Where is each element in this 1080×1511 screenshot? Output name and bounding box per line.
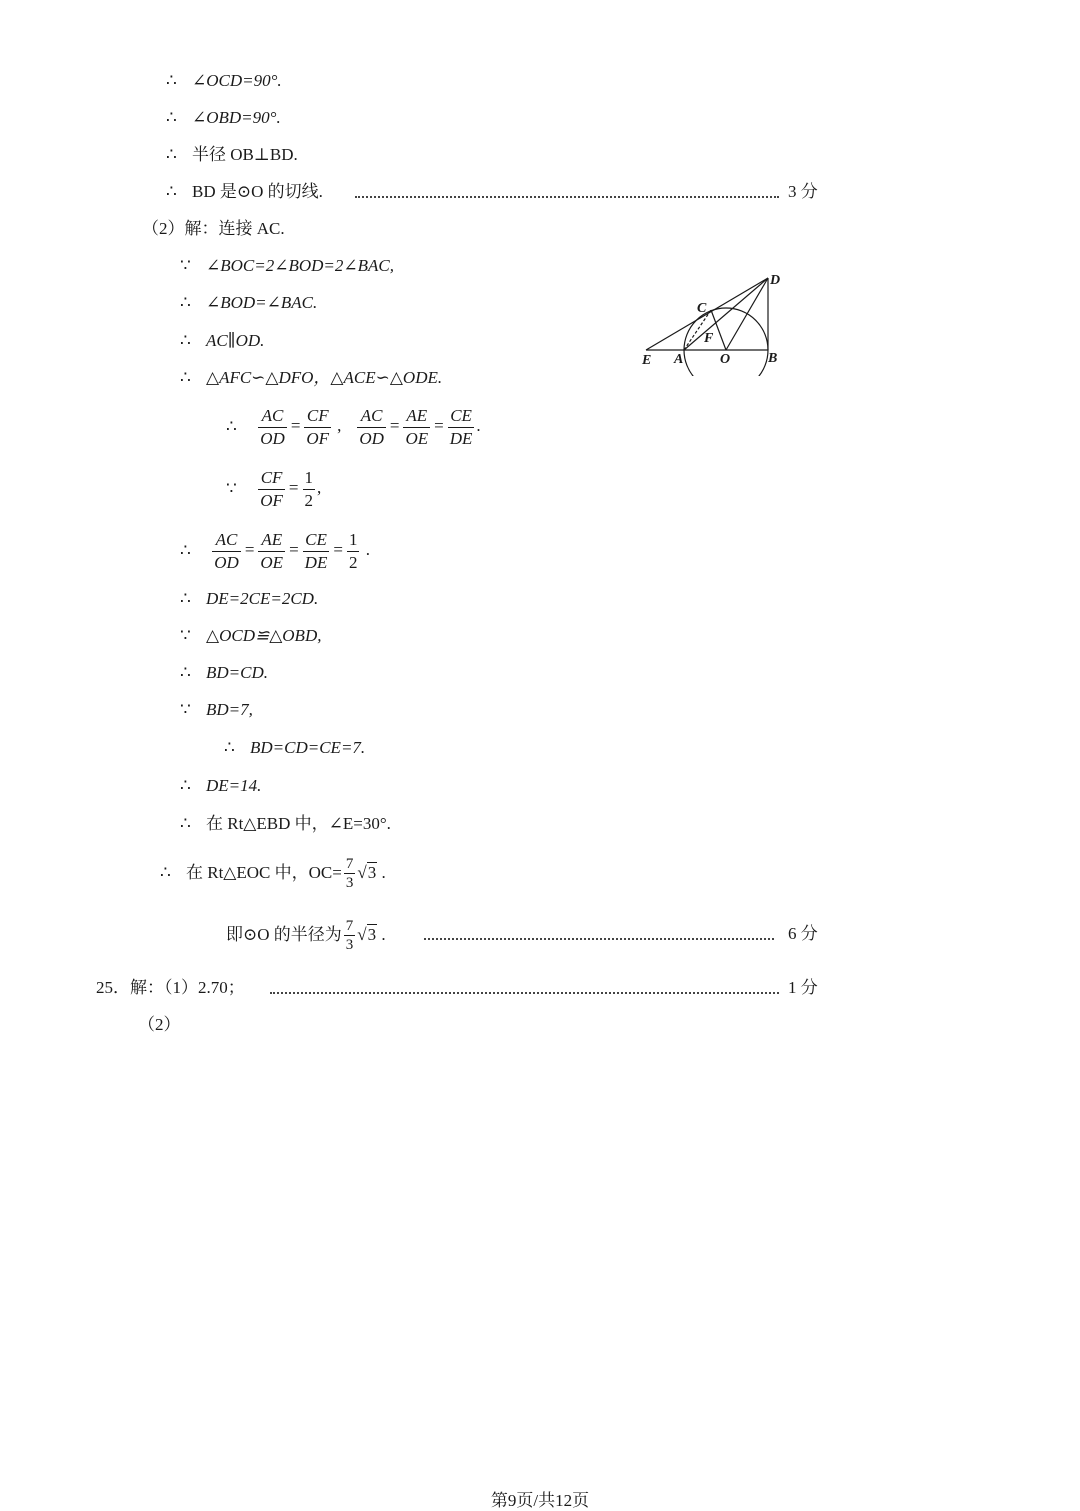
statement: DE=2CE=2CD.: [206, 589, 319, 608]
proof-line-9: [180, 366, 442, 390]
fraction: $\frac{7}{3}$: [345, 917, 354, 953]
therefore-symbol: ∴: [224, 738, 235, 757]
proof-line-11: ∵ $\frac{CF}{OF}$ = $\frac{1}{2}$ ,: [226, 464, 321, 513]
score-label: 1 分: [788, 978, 818, 997]
proof-line-1: [166, 69, 282, 93]
fraction: $\frac{CE}{DE}$: [449, 405, 473, 448]
label-f: F: [704, 331, 714, 346]
proof-line-10: ∴ $\frac{AC}{OD}$ = $\frac{CF}{OF}$ , $\frac{AC}{OD}$ = $\frac{AE}{OE}$ = $\frac{CE}{DE}$ .: [226, 402, 481, 451]
statement: ∠BOC=2∠BOD=2∠BAC,: [206, 256, 394, 275]
score-label: 3 分: [788, 182, 818, 201]
therefore-symbol: ∴: [166, 71, 177, 90]
fraction: $\frac{AC}{OD}$: [359, 405, 384, 448]
fraction: $\frac{AE}{OE}$: [260, 529, 284, 572]
proof-line-8: [180, 329, 264, 353]
proof-line-16: [180, 698, 253, 722]
therefore-symbol: ∴: [180, 776, 191, 795]
statement: △AFC∽△DFO，△ACE∽△ODE.: [206, 368, 443, 387]
therefore-symbol: ∴: [160, 863, 171, 883]
because-symbol: ∵: [180, 700, 191, 719]
because-symbol: ∵: [180, 256, 191, 275]
fraction: $\frac{CF}{OF}$: [260, 467, 283, 510]
fraction: $\frac{AC}{OD}$: [260, 405, 285, 448]
statement: ∠OCD=90°.: [192, 71, 282, 90]
proof-line-17: [224, 736, 365, 760]
proof-line-15: [180, 661, 268, 685]
proof-line-18: [180, 774, 261, 798]
because-symbol: ∵: [226, 479, 237, 499]
geometry-figure: [636, 266, 786, 376]
statement: 半径 OB⊥BD.: [192, 145, 298, 164]
therefore-symbol: ∴: [180, 814, 191, 833]
because-symbol: ∵: [180, 626, 191, 645]
statement: ∠OBD=90°.: [192, 108, 281, 127]
proof-line-6: [180, 254, 394, 278]
therefore-symbol: ∴: [166, 145, 177, 164]
proof-line-7: [180, 291, 317, 315]
therefore-symbol: ∴: [180, 331, 191, 350]
proof-line-13: [180, 587, 318, 611]
fraction: $\frac{AC}{OD}$: [214, 529, 239, 572]
square-root: √3: [357, 863, 377, 883]
label-e: E: [642, 353, 652, 368]
statement: BD=CD.: [206, 663, 268, 682]
statement: BD=7,: [206, 700, 253, 719]
statement: 即⊙O 的半径为: [226, 925, 342, 945]
therefore-symbol: ∴: [180, 663, 191, 682]
therefore-symbol: ∴: [166, 182, 177, 201]
score-leader-dots: [355, 196, 779, 198]
label-c: C: [697, 301, 707, 316]
label-a: A: [674, 352, 684, 367]
therefore-symbol: ∴: [180, 293, 191, 312]
label-d: D: [770, 273, 781, 288]
part-2-heading: （2）解：连接 AC.: [142, 219, 285, 238]
fraction: $\frac{CE}{DE}$: [304, 529, 328, 572]
page-footer: 第9页/共12页: [490, 1491, 590, 1510]
fraction: $\frac{7}{3}$: [345, 855, 354, 891]
score-label: 6 分: [788, 924, 818, 943]
statement: 在 Rt△EBD 中，∠E=30°.: [206, 814, 391, 833]
statement: BD 是⊙O 的切线.: [192, 182, 323, 201]
square-root: √3: [357, 925, 377, 945]
label-b: B: [768, 351, 778, 366]
fraction: $\frac{1}{2}$: [304, 467, 314, 510]
statement: DE=14.: [206, 776, 262, 795]
question-25-line: 25．解：（1）2.70；: [96, 978, 245, 997]
proof-line-14: [180, 624, 321, 648]
therefore-symbol: ∴: [180, 368, 191, 387]
therefore-symbol: ∴: [180, 541, 191, 561]
proof-line-3: [166, 143, 298, 167]
proof-line-2: [166, 106, 281, 130]
proof-line-21: 即⊙O 的半径为 $\frac{7}{3}$ √3 .: [226, 912, 386, 957]
statement: AC∥OD.: [206, 331, 265, 350]
proof-line-4: [166, 180, 323, 204]
fraction: $\frac{1}{2}$: [348, 529, 358, 572]
statement: 在 Rt△EOC 中，OC=: [186, 863, 342, 883]
proof-line-20: ∴ 在 Rt△EOC 中，OC= $\frac{7}{3}$ √3 .: [160, 850, 386, 895]
score-leader-dots: [270, 992, 779, 994]
label-o: O: [720, 352, 731, 367]
proof-line-19: [180, 812, 391, 836]
score-leader-dots: [424, 938, 774, 940]
proof-line-12: ∴ $\frac{AC}{OD}$ = $\frac{AE}{OE}$ = $\frac{CE}{DE}$ = $\frac{1}{2}$ .: [180, 526, 370, 575]
fraction: $\frac{CF}{OF}$: [306, 405, 330, 448]
therefore-symbol: ∴: [226, 417, 237, 437]
statement: ∠BOD=∠BAC.: [206, 293, 318, 312]
fraction: $\frac{AE}{OE}$: [405, 405, 429, 448]
therefore-symbol: ∴: [180, 589, 191, 608]
therefore-symbol: ∴: [166, 108, 177, 127]
question-25-part-2: （2）: [138, 1015, 181, 1034]
segment-od: [726, 278, 768, 350]
statement: △OCD≌△OBD,: [206, 626, 322, 645]
statement: BD=CD=CE=7.: [250, 738, 366, 757]
